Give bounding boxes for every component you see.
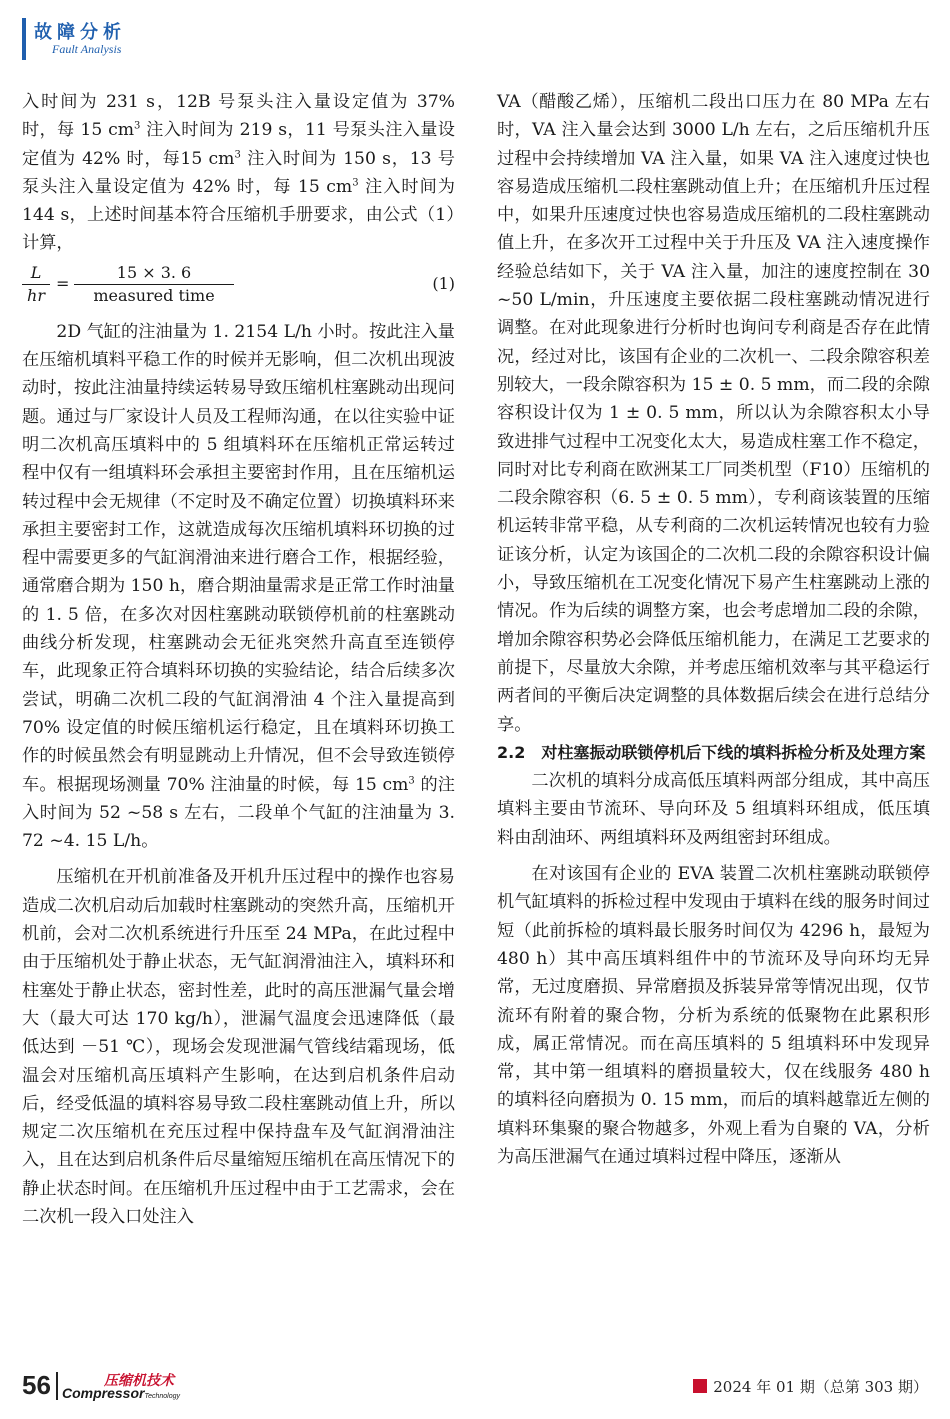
page-number: 56 <box>22 1370 51 1400</box>
paragraph-packing-composition: 二次机的填料分成高低压填料两部分组成，其中高压填料主要由节流环、导向环及 5 组填料环组成，低压填料由刮油环、两组填料环及两组密封环组成。 <box>497 771 930 848</box>
paragraph-va-injection: VA（醋酸乙烯），压缩机二段出口压力在 80 MPa 左右时，VA 注入量会达到 3000 L/h 左右，之后压缩机升压过程中会持续增加 VA 注入量，如果 VA 注入速度过快也容易造成压缩机二段柱塞跳动值上升；在压缩机升压过程中，如果升压速度过快也容易造成压缩机的二段柱塞跳动值上升，在多次开工过程中关于升压及 VA 注入速度操作经验总结如下，关于 VA 注入量，加注的速度控制在 30 ~50 L/min，升压速度主要依据二段柱塞跳动情况进行调整。在对此现象进行分析时也询问专利商是否存在此情况，经过对比，该国有企业的二次机一、二段余隙容积差别较大，一段余隙容积为 15 ± 0. 5 mm，而二段的余隙容积设计仅为 1 ± 0. 5 mm，所以认为余隙容积太小导致进排气过程中工况变化太大，易造成柱塞工作不稳定，同时对比专利商在欧洲某工厂同类机型（F10）压缩机的二段余隙容积（6. 5 ± 0. 5 mm），专利商该装置的压缩机运转非常平稳，从专利商的二次机运转情况也较有力验证该分析，认定为该国企的二次机二段的余隙容积设计偏小，导致压缩机在工况变化情况下易产生柱塞跳动上涨的情况。作为后续的调整方案，也会考虑增加二段的余隙，增加余隙容积势必会降低压缩机能力，在满足工艺要求的前提下，尽量放大余隙，并考虑压缩机效率与其平稳运行两者间的平衡后决定调整的具体数据后续会在进行总结分享。 <box>497 92 930 735</box>
equation-number: (1) <box>432 273 455 293</box>
section-heading-2-2: 2.2 对柱塞振动联锁停机后下线的填料拆检分析及处理方案 <box>497 742 926 762</box>
page-footer <box>0 1368 950 1408</box>
equation-lhs: L hr <box>22 262 50 307</box>
issue-marker-icon <box>693 1379 707 1393</box>
paragraph-packing-inspection: 在对该国有企业的 EVA 装置二次机柱塞跳动联锁停机气缸填料的拆检过程中发现由于填料在线的服务时间过短（此前拆检的填料最长服务时间仅为 4296 h，最短为 480 h）其中高压填料组件中的节流环及导向环均无异常，无过度磨损、异常磨损及拆装异常等情况出现，仅节流环有附着的聚合物，分析为系统的低聚物在此累积形成，属正常情况。而在高压填料的 5 组填料环中发现异常，其中第一组填料的磨损量较大，仅在线服务 480 h 的填料径向磨损为 0. 15 mm，而后的填料越靠近左侧的填料环集聚的聚合物越多，外观上看为自聚的 VA，分析为高压泄漏气在通过填料过程中降压，逐渐从 <box>497 864 930 1167</box>
journal-logo: 压缩机技术 CompressorTechnology <box>62 1373 181 1401</box>
paragraph-startup-operation: 压缩机在开机前准备及开机升压过程中的操作也容易造成二次机启动后加载时柱塞跳动的突然升高，压缩机开机前，会对二次机系统进行升压至 24 MPa，在此过程中由于压缩机处于静止状态，无气缸润滑油注入，填料环和柱塞处于静止状态，密封性差，此时的高压泄漏气量会增大（最大可达 170 kg/h），泄漏气温度会迅速降低（最低达到 －51 ℃），现场会发现泄漏气管线结霜现场，低温会对压缩机高压填料产生影响，在达到启机条件启动后，经受低温的填料容易导致二段柱塞跳动值上升，所以规定二次压缩机在充压过程中保持盘车及气缸润滑油注入，且在达到启机条件后尽量缩短压缩机在高压情况下的静止状态时间。在压缩机升压过程中由于工艺需求，会在二次机一段入口处注入 <box>22 867 455 1227</box>
paragraph-injection-times: 入时间为 231 s，12B 号泵头注入量设定值为 37% 时，每 15 $cm^3$ 注入时间为 219 s，11 号泵头注入量设定值为 42% 时，每15 $cm^3$ 注入时间为 150 s，13 号泵头注入量设定值为 42% 时，每 15 $cm^3$ 注入时间为 144 s，上述时间基本符合压缩机手册要求，由公式（1）计算， <box>22 92 455 254</box>
section-title-cn: 故障分析 <box>34 22 126 43</box>
section-title-en: Fault Analysis <box>52 42 122 56</box>
header-accent-bar <box>22 18 26 60</box>
issue-info: 2024 年 01 期（总第 303 期） <box>693 1376 928 1397</box>
paragraph-oil-injection: 2D 气缸的注油量为 1. 2154 L/h 小时。按此注入量在压缩机填料平稳工作的时候并无影响，但二次机出现波动时，按此注油量持续运转易导致压缩机柱塞跳动出现问题。通过与厂家设计人员及工程师沟通，在以往实验中证明二次机高压填料中的 5 组填料环在压缩机正常运转过程中仅有一组填料环会承担主要密封作用，且在压缩机运转过程中会无规律（不定时及不确定位置）切换填料环来承担主要密封工作，这就造成每次压缩机填料环切换的过程中需要更多的气缸润滑油来进行磨合工作，根据经验，通常磨合期为 150 h，磨合期油量需求是正常工作时油量的 1. 5 倍，在多次对因柱塞跳动联锁停机前的柱塞跳动曲线分析发现，柱塞跳动会无征兆突然升高直至连锁停车，此现象正符合填料环切换的实验结论，结合后续多次尝试，明确二次机二段的气缸润滑油 4 个注入量提高到 70% 设定值的时候压缩机运行稳定，且在填料环切换工作的时候虽然会有明显跳动上升情况，但不会导致连锁停车。根据现场测量 70% 注油量的时候，每 15 $cm^3$ 的注入时间为 52 ~58 s 左右，二段单个气缸的注油量为 3. 72 ~4. 15 L/h。 <box>22 321 455 852</box>
right-column <box>497 88 930 1171</box>
left-column <box>22 88 455 1231</box>
equation-rhs: 15 × 3. 6 measured time <box>74 262 234 307</box>
footer-divider <box>56 1372 58 1400</box>
equation-1: L hr = 15 × 3. 6 measured time (1) <box>22 258 455 318</box>
